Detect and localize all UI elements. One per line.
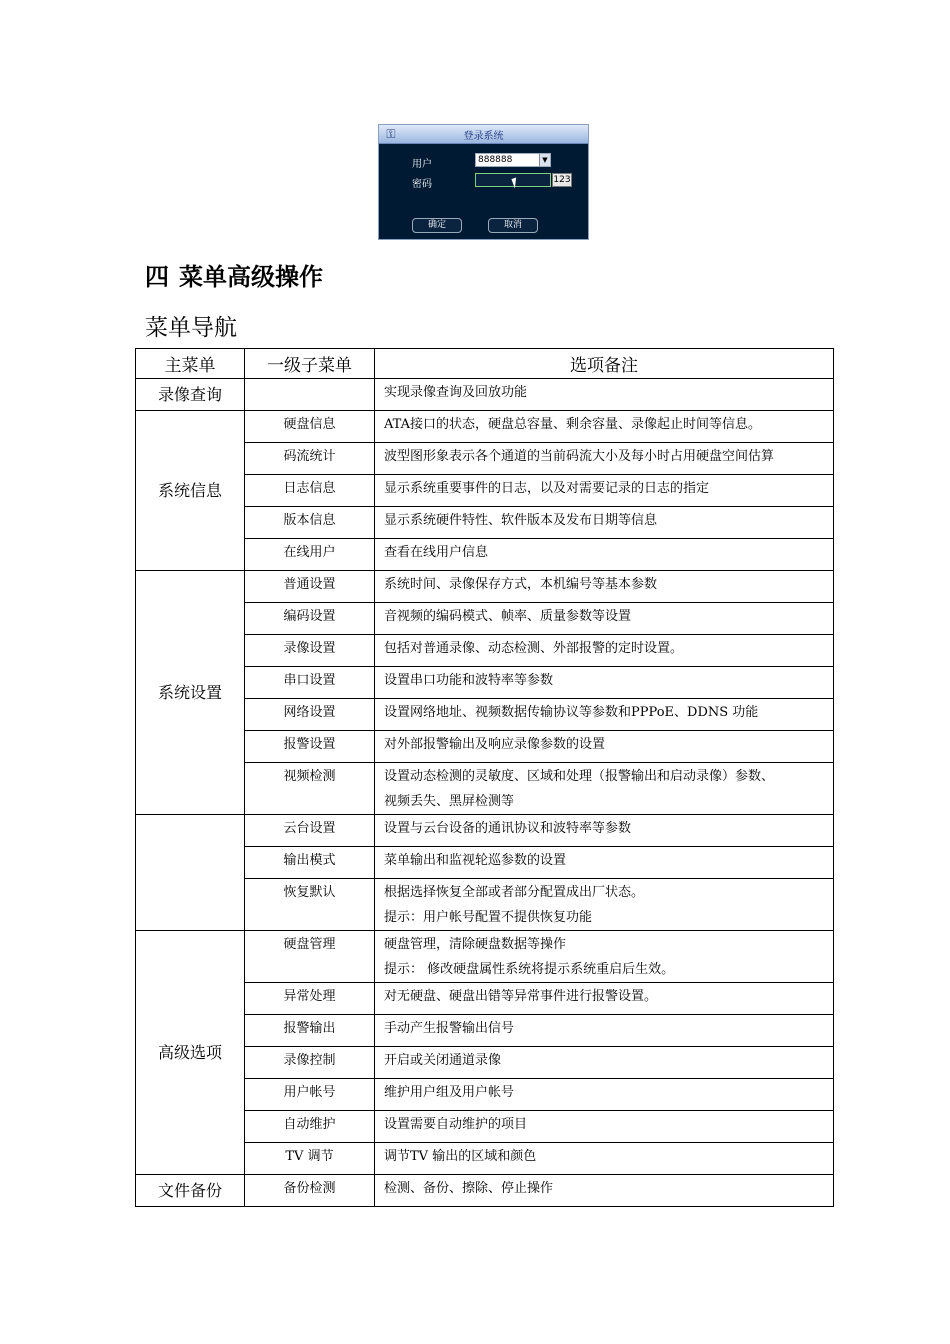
cancel-button[interactable]: 取消	[488, 218, 538, 233]
submenu-cell: 输出模式	[245, 847, 375, 879]
login-title: 登录系统	[463, 131, 504, 142]
notes-line: 设置需要自动维护的项目	[384, 1117, 528, 1132]
notes-cell	[375, 571, 834, 603]
notes-cell	[375, 667, 834, 699]
notes-line: 检测、备份、擦除、停止操作	[384, 1181, 554, 1196]
submenu-cell: 普通设置	[245, 571, 375, 603]
submenu-cell: 硬盘信息	[245, 411, 375, 443]
submenu-cell: 报警设置	[245, 731, 375, 763]
notes-line: 查看在线用户信息	[384, 545, 489, 560]
notes-cell	[375, 815, 834, 847]
notes-line: 设置串口功能和波特率等参数	[384, 673, 554, 688]
notes-line: 显示系统重要事件的日志，以及对需要记录的日志的指定	[384, 481, 710, 496]
submenu-cell: 视频检测	[245, 763, 375, 815]
submenu-cell: 版本信息	[245, 507, 375, 539]
notes-line: 开启或关闭通道录像	[384, 1053, 502, 1068]
notes-line: 硬盘管理，清除硬盘数据等操作	[384, 937, 567, 952]
notes-line: 设置动态检测的灵敏度、区域和处理（报警输出和启动录像）参数、	[384, 769, 775, 784]
notes-line: 对无硬盘、硬盘出错等异常事件进行报警设置。	[384, 989, 658, 1004]
notes-cell	[375, 731, 834, 763]
user-value: 888888	[478, 155, 513, 165]
notes-line: 调节TV 输出的区域和颜色	[384, 1149, 537, 1164]
notes-line: ATA接口的状态，硬盘总容量、剩余容量、录像起止时间等信息。	[384, 417, 762, 432]
submenu-cell: 异常处理	[245, 983, 375, 1015]
notes-cell	[375, 539, 834, 571]
main-menu-cell: 录像查询	[136, 379, 245, 411]
section-subtitle: 菜单导航	[145, 315, 237, 341]
notes-cell	[375, 379, 834, 411]
submenu-cell: 自动维护	[245, 1111, 375, 1143]
submenu-cell: 用户帐号	[245, 1079, 375, 1111]
notes-cell	[375, 1143, 834, 1175]
table-header-row	[136, 349, 834, 379]
notes-cell	[375, 443, 834, 475]
header-notes: 选项备注	[375, 349, 834, 379]
lock-icon: ⚿	[386, 127, 396, 141]
password-label: 密码	[412, 179, 432, 190]
notes-line: 设置网络地址、视频数据传输协议等参数和PPPoE、DDNS 功能	[384, 705, 759, 720]
submenu-cell: 在线用户	[245, 539, 375, 571]
section-heading	[145, 257, 323, 292]
notes-cell	[375, 1175, 834, 1207]
main-menu-cell: 系统信息	[136, 411, 245, 571]
notes-cell	[375, 879, 834, 931]
notes-line: 维护用户组及用户帐号	[384, 1085, 515, 1100]
login-dialog-screenshot	[378, 124, 589, 240]
notes-cell	[375, 699, 834, 731]
notes-line: 包括对普通录像、动态检测、外部报警的定时设置。	[384, 641, 684, 656]
notes-cell	[375, 1111, 834, 1143]
header-submenu: 一级子菜单	[245, 349, 375, 379]
section-number: 四	[145, 263, 169, 291]
table-row	[136, 379, 834, 411]
table-row	[136, 571, 834, 603]
notes-cell	[375, 847, 834, 879]
login-title-bar	[379, 125, 588, 144]
notes-cell	[375, 931, 834, 983]
submenu-cell: TV 调节	[245, 1143, 375, 1175]
notes-line: 视频丢失、黑屏检测等	[384, 794, 515, 809]
submenu-cell: 备份检测	[245, 1175, 375, 1207]
user-select[interactable]	[475, 153, 551, 167]
submenu-cell: 恢复默认	[245, 879, 375, 931]
submenu-cell: 编码设置	[245, 603, 375, 635]
notes-cell	[375, 1079, 834, 1111]
notes-line: 实现录像查询及回放功能	[384, 385, 528, 400]
notes-cell	[375, 411, 834, 443]
notes-cell	[375, 1047, 834, 1079]
notes-line: 音视频的编码模式、帧率、质量参数等设置	[384, 609, 632, 624]
notes-line: 菜单输出和监视轮巡参数的设置	[384, 853, 567, 868]
main-menu-cell: 系统设置	[136, 571, 245, 815]
submenu-cell: 云台设置	[245, 815, 375, 847]
table-row	[136, 1175, 834, 1207]
chevron-down-icon: ▼	[539, 154, 550, 166]
notes-cell	[375, 1015, 834, 1047]
notes-line: 设置与云台设备的通讯协议和波特率等参数	[384, 821, 632, 836]
submenu-cell: 录像控制	[245, 1047, 375, 1079]
table-row	[136, 931, 834, 983]
notes-line: 提示： 修改硬盘属性系统将提示系统重启后生效。	[384, 962, 675, 977]
notes-line: 手动产生报警输出信号	[384, 1021, 515, 1036]
notes-line: 系统时间、录像保存方式，本机编号等基本参数	[384, 577, 658, 592]
notes-line: 根据选择恢复全部或者部分配置成出厂状态。	[384, 885, 645, 900]
submenu-cell: 报警输出	[245, 1015, 375, 1047]
submenu-cell: 码流统计	[245, 443, 375, 475]
table-row	[136, 815, 834, 847]
notes-cell	[375, 763, 834, 815]
header-main-menu: 主菜单	[136, 349, 245, 379]
notes-cell	[375, 507, 834, 539]
notes-line: 对外部报警输出及响应录像参数的设置	[384, 737, 606, 752]
submenu-cell	[245, 379, 375, 411]
notes-line: 波型图形象表示各个通道的当前码流大小及每小时占用硬盘空间估算	[384, 449, 775, 464]
notes-line: 显示系统硬件特性、软件版本及发布日期等信息	[384, 513, 658, 528]
submenu-cell: 日志信息	[245, 475, 375, 507]
submenu-cell: 串口设置	[245, 667, 375, 699]
main-menu-cell	[136, 815, 245, 931]
menu-navigation-table	[135, 348, 834, 1207]
section-title: 菜单高级操作	[179, 263, 323, 291]
main-menu-cell: 文件备份	[136, 1175, 245, 1207]
submenu-cell: 网络设置	[245, 699, 375, 731]
main-menu-cell: 高级选项	[136, 931, 245, 1175]
submenu-cell: 录像设置	[245, 635, 375, 667]
notes-cell	[375, 983, 834, 1015]
keyboard-123-button[interactable]: 123	[553, 175, 571, 185]
ok-button[interactable]: 确定	[412, 218, 462, 233]
notes-cell	[375, 475, 834, 507]
user-label: 用户	[412, 159, 432, 170]
table-row	[136, 411, 834, 443]
notes-cell	[375, 635, 834, 667]
notes-cell	[375, 603, 834, 635]
submenu-cell: 硬盘管理	[245, 931, 375, 983]
notes-line: 提示：用户帐号配置不提供恢复功能	[384, 910, 593, 925]
